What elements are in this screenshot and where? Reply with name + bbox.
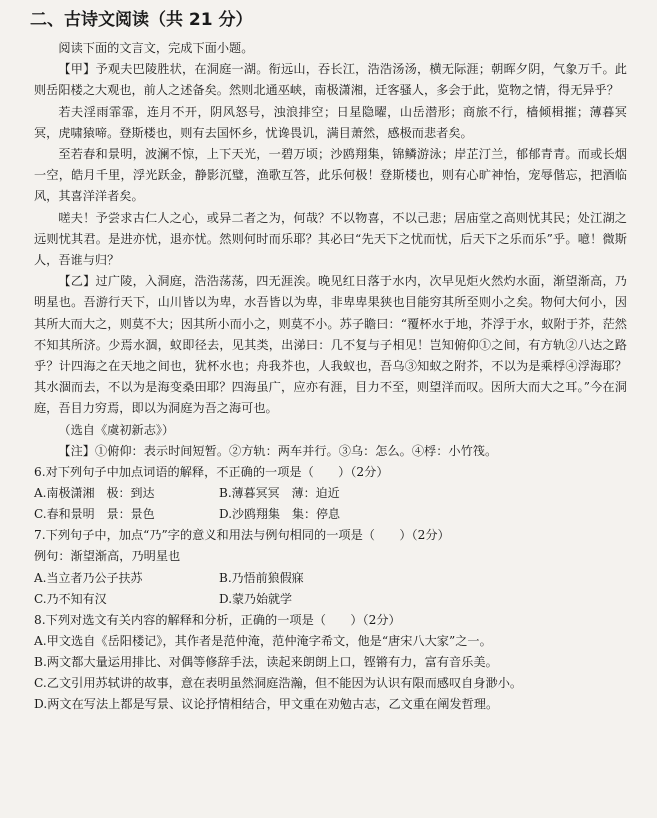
section-title: 二、古诗文阅读（共 21 分） [30,10,253,30]
option-b[interactable]: B.薄暮冥冥 薄：迫近 [219,486,340,501]
option-c[interactable]: C.春和景明 景：景色 [34,507,155,522]
option-d[interactable]: D.沙鸥翔集 集：停息 [219,507,341,522]
option-b[interactable]: B.乃悟前狼假寐 [219,570,304,585]
source-citation: （选自《虞初新志》） [58,422,175,437]
option-b[interactable]: B.两文都大量运用排比、对偶等修辞手法，读起来朗朗上口，铿锵有力，富有音乐美。 [34,655,498,670]
question-7-example: 例句：渐望渐高，乃明星也 [34,549,181,564]
option-c[interactable]: C.乙文引用苏轼讲的故事，意在表明虽然洞庭浩瀚，但不能因为认识有限而感叹自身渺小。 [34,676,523,691]
passage-a [34,59,627,271]
question-6-options-row-1 [34,483,627,504]
option-a[interactable]: A.南极潇湘 极：到达 [34,486,155,501]
question-8 [34,610,627,716]
option-d[interactable]: D.蒙乃始就学 [219,591,293,606]
passage-a-paragraph-4: 嗟夫！予尝求古仁人之心，或异二者之为，何哉？不以物喜，不以己悲；居庙堂之高则忧其民；处江湖之远则忧其君。是进亦忧，退亦忧。然则何时而乐耶？其必曰“先天下之忧而忧，后天下之乐而乐”乎。噫！微斯人，吾谁与归？ [34,210,627,268]
passage-a-paragraph-3: 至若春和景明，波澜不惊，上下天光，一碧万顷；沙鸥翔集，锦鳞游泳；岸芷汀兰，郁郁青青。而或长烟一空，皓月千里，浮光跃金，静影沉璧，渔歌互答，此乐何极！登斯楼也，则有心旷神怡，宠辱偕忘，把酒临风，其喜洋洋者矣。 [34,147,627,204]
question-8-stem: 8.下列对选文有关内容的解释和分析，正确的一项是（ ）（2分） [34,612,401,627]
annotation-note: 【注】①俯仰：表示时间短暂。②方轨：两车并行。③乌：怎么。④桴：小竹筏。 [58,443,498,458]
question-6 [34,462,627,525]
question-7-stem: 7.下列句子中，加点“乃”字的意义和用法与例句相同的一项是（ ）（2分） [34,528,450,543]
question-6-options-row-2 [34,504,627,525]
question-7-options-row-1 [34,568,627,589]
option-d[interactable]: D.两文在写法上都是写景、议论抒情相结合，甲文重在劝勉古志，乙文重在阐发哲理。 [34,697,499,712]
instruction: 阅读下面的文言文，完成下面小题。 [58,41,254,55]
question-6-stem: 6.对下列句子中加点词语的解释，不正确的一项是（ ）（2分） [34,465,389,480]
option-a[interactable]: A.当立者乃公子扶苏 [34,570,143,585]
option-a[interactable]: A.甲文选自《岳阳楼记》，其作者是范仲淹，范仲淹字希文，他是“唐宋八大家”之一。 [34,633,492,648]
passage-b: 【乙】过广陵，入洞庭，浩浩荡荡，四无涯涘。晚见红日落于水内，次早见炬火然灼水面，渐望渐高，乃明星也。吾游行天下，山川皆以为卑，水吾皆以为卑，非卑卑果狭也目能穷其所至则小之矣。物何大何小，因其所大而大之，则莫不大；因其所小而小之，则莫不小。苏子瞻曰：“覆杯水于地，芥浮于水，蚁附于芥，茫然不知其所济。少焉水涸，蚁即径去，见其类，出涕曰：几不复与子相见！岂知俯仰①之间，有方轨②八达之路乎？计四海之在天地之间也，犹杯水也；舟我芥也，人我蚁也，吾乌③知蚁之附芥，不以为是乘桴④浮海耶？其水涸而去，不以为是海变桑田耶？四海虽广，应亦有涯，目力不至，则望洋而叹。因所大而大之耳。”今在洞庭，吾目力穷焉，即以为洞庭为吾之海可也。 [34,274,627,416]
passage-a-paragraph-2: 若夫淫雨霏霏，连月不开，阴风怒号，浊浪排空；日星隐曜，山岳潜形；商旅不行，樯倾楫摧；薄暮冥冥，虎啸猿啼。登斯楼也，则有去国怀乡，忧谗畏讥，满目萧然，感极而悲者矣。 [34,104,627,140]
question-7-options-row-2 [34,589,627,610]
question-7 [34,525,627,609]
passage-a-paragraph-1: 【甲】予观夫巴陵胜状，在洞庭一湖。衔远山，吞长江，浩浩汤汤，横无际涯；朝晖夕阴，气象万千。此则岳阳楼之大观也，前人之述备矣。然则北通巫峡，南极潇湘，迁客骚人，多会于此，览物之情，得无异乎？ [34,62,627,98]
option-c[interactable]: C.乃不知有汉 [34,591,107,606]
